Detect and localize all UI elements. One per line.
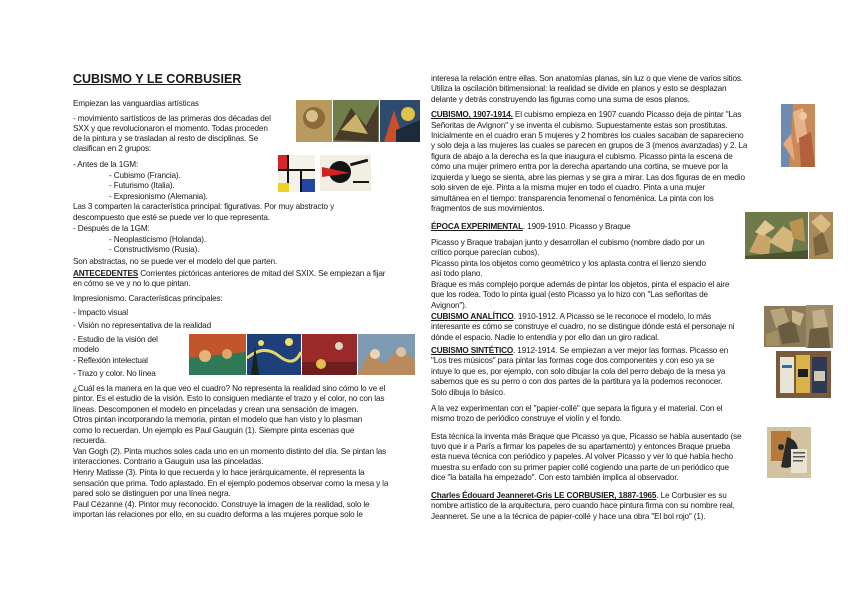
body-line: Henry Matisse (3). Pinta lo que recuerda y lo hace jerárquicamente, él representa la — [73, 468, 365, 477]
sintetico-label: CUBISMO SINTÉTICO — [431, 346, 514, 355]
cubismo-text: El cubismo empieza en 1907 cuando Picasso deja de pintar "Las — [512, 110, 742, 119]
papier-line: mismo trozo de periódico construye el violín y el fondo. — [431, 414, 622, 423]
intro-heading: Empiezan las vanguardias artísticas — [73, 99, 199, 108]
epoca-line: Avignon"). — [431, 301, 467, 310]
cubismo-line: Inicialmente en el cuadro eran 5 mujeres y 2 hombres los cuales sacaban de saparecieno — [431, 131, 744, 140]
cubismo-line: simultánea en el tiempo: transparencia fenomenal o fenoménica. La pinta con los — [431, 194, 714, 203]
intro-line: - movimiento sartísticos de las primeras dos décadas del — [73, 114, 271, 123]
after-item: - Constructivismo (Rusia). — [109, 245, 200, 254]
cubismo-line: Señoritas de Avignon" y se inventa el cubismo. Supuestamente estas son prostitutas. — [431, 121, 728, 130]
braque-houses-image — [745, 212, 808, 259]
page-title: CUBISMO Y LE CORBUSIER — [73, 72, 242, 86]
body-line: líneas. Descomponen el modelo en pinceladas y crean una sensación de imagen. — [73, 405, 359, 414]
body-line: ¿Cuál es la manera en la que veo el cuadro? No representa la realidad sino cómo lo ve el — [73, 384, 386, 393]
sintetico-paragraph — [431, 346, 728, 356]
analitico-text: . 1910-1912. A Picasso se le reconoce el modelo, lo más — [513, 312, 712, 321]
sintetico-text: . 1912-1914. Se empiezan a ver mejor las formas. Picasso en — [513, 346, 729, 355]
epoca-rest: . 1909-1910. Picasso y Braque — [522, 222, 631, 231]
tecnica-line: esta nueva técnica con periódico y papeles. Al volver Picasso y ver lo que había hecho — [431, 452, 734, 461]
cubismo-paragraph — [431, 110, 741, 120]
body-line: Paul Cézanne (4). Pintor muy reconocido. Construye la imagen de la realidad, solo le — [73, 500, 370, 509]
sintetico-line: sabemos que es su perro o con dos partes de la partitura ya la podemos reconocer. — [431, 377, 723, 386]
antecedentes-paragraph — [73, 269, 385, 279]
antecedentes-text: Corrientes pictóricas anteriores de mitad del SXIX. Se empiezan a fijar — [138, 269, 386, 278]
after-label: - Después de la 1GM: — [73, 224, 150, 233]
analytic-cubism-image — [764, 306, 806, 347]
cubismo-line: figura de abajo a la derecha es la que inaugura el cubismo. Picasso pinta la escena de — [431, 152, 733, 161]
impresionismo-heading: Impresionismo. Características principales: — [73, 294, 223, 303]
sintetico-line: Solo dibuja lo básico. — [431, 388, 506, 397]
body-line: recuerda. — [73, 436, 107, 445]
epoca-line: Braque es más complejo porque además de pintar los objetos, pinta el espacio el aire — [431, 280, 730, 289]
impressionist-paintings-image — [189, 334, 415, 375]
papier-line: A la vez experimentan con el "papier-collé" que separa la figura y el material. Con el — [431, 404, 723, 413]
papier-colle-image — [767, 427, 811, 478]
body-line: pared solo se distinguen por una línea negra. — [73, 489, 231, 498]
analitico-label: CUBISMO ANALÍTICO — [431, 312, 514, 321]
before-item: - Expresionismo (Alemania). — [109, 192, 208, 201]
after-summary: Son abstractas, no se puede ver el modelo del que parten. — [73, 257, 278, 266]
after-item: - Neoplasticismo (Holanda). — [109, 235, 206, 244]
tecnica-line: tuvo que ir a París a firmar los papeles de su apartamento) y entonces Braque prueba — [431, 442, 731, 451]
impresionismo-item: modelo — [73, 345, 99, 354]
impresionismo-item: - Visión no representativa de la realidad — [73, 321, 211, 330]
body-line: Otros pintan incorporando la memoria, pintan el modelo que han visto y lo plasman — [73, 415, 363, 424]
vanguard-paintings-image — [296, 100, 420, 142]
cubismo-line: y solo deja a las mujeres las cuales se parecen en grupos de 3 (menos avanzadas) y 2. La — [431, 141, 748, 150]
body-line: sensación que prima. Todo aplastado. En el ejemplo podemos observar como la mesa y la — [73, 479, 389, 488]
intro-line: de la pintura y se trasladan al resto de disciplinas. Se — [73, 134, 259, 143]
intro-line: SXX y que revolucionaron el momento. Todas proceden — [73, 124, 268, 133]
epoca-line: crítico porque parecían cubos). — [431, 248, 540, 257]
constructivism-poster-image — [320, 155, 371, 191]
tecnica-line: dice "la batalla ha empezado". Con esto también implica al observador. — [431, 473, 679, 482]
sintetico-line: intuye lo que es, por ejemplo, con solo dibujar la cola del perro debajo de la mesa ya — [431, 367, 726, 376]
cubismo-line: cómo una mujer primero entra por la derecha apartando una cortina, se mueve por la — [431, 162, 728, 171]
corbusier-label: Charles Édouard Jeanneret-Gris LE CORBUSIER, 1887-1965 — [431, 491, 657, 500]
before-summary: descompuesto que esté se puede ver lo que representa. — [73, 213, 270, 222]
picasso-landscape-image — [809, 212, 833, 259]
corbusier-line: Jeanneret. Se une a la técnica de papier-collé y hace una obra "El bol rojo" (1). — [431, 512, 706, 521]
three-musicians-image — [776, 351, 831, 398]
cubismo-line: fragmentos de sus movimientos. — [431, 204, 545, 213]
corbusier-paragraph — [431, 491, 727, 501]
body-line: como lo recuerdan. Un ejemplo es Paul Gauguin (1). Siempre pinta escenas que — [73, 426, 355, 435]
before-summary: Las 3 comparten la característica principal: figurativas. Por muy abstracto y — [73, 202, 335, 211]
neoplasticism-painting-image — [278, 155, 315, 192]
before-item: - Futurismo (Italia). — [109, 181, 175, 190]
before-item: - Cubismo (Francia). — [109, 171, 181, 180]
body-line: importan las relaciones por ello, en su cuadro deforma a las mujeres porque solo le — [73, 510, 363, 519]
analitico-line: dónde el espacio. Nadie lo entendía y por ello dan un giro radical. — [431, 333, 660, 342]
antecedentes-label: ANTECEDENTES — [73, 269, 139, 278]
impresionismo-item: - Estudio de la visión del — [73, 335, 158, 344]
cubismo-line: izquierda y luego se sienta, abre las piernas y se gira a mirar. Las dos figuras de en medio — [431, 173, 745, 182]
tecnica-line: Esta técnica la inventa más Braque que Picasso ya que, Picasso se había ausentado (se — [431, 432, 742, 441]
body-line: interacciones. Contrario a Gauguin usa las pinceladas. — [73, 457, 264, 466]
tecnica-line: muestra su enfado con su primer papier collé cogiendo una parte de un periódico que — [431, 463, 729, 472]
top-line: Utiliza la oscilación bitimensional: la realidad se divide en planos y esto se desplazan — [431, 84, 727, 93]
epoca-heading — [431, 222, 631, 232]
cubismo-label: CUBISMO, 1907-1914. — [431, 110, 513, 119]
cubismo-line: solo sirven de eje. Pinta a la misma mujer en todo el cuadro. Pinta a una mujer — [431, 183, 705, 192]
epoca-line: Picasso y Braque trabajan junto y desarrollan el cubismo (nombre dado por un — [431, 238, 705, 247]
sintetico-line: "Los tres músicos" para pintar las formas coge dos componentes y con eso ya se — [431, 356, 715, 365]
corbusier-line: nombre artístico de la arquitectura, pero cuando hace pintura firma con su nombre real, — [431, 501, 735, 510]
impresionismo-item: - Impacto visual — [73, 308, 128, 317]
impresionismo-item: - Trazo y color. No línea — [73, 369, 156, 378]
epoca-line: Picasso pinta los objetos como geométrico y los aplasta contra el lienzo siendo — [431, 259, 706, 268]
analitico-line: interesante es cómo se construye el cuadro, no se distingue dónde está el personaje ni — [431, 322, 735, 331]
analytic-portrait-image — [806, 305, 833, 348]
epoca-label: ÉPOCA EXPERIMENTAL — [431, 222, 523, 231]
demoiselles-painting-image — [781, 104, 815, 167]
body-line: pintor. Es el estudio de la visión. Esto lo consiguen mediante el trazo y el color, no con las — [73, 394, 385, 403]
before-label: - Antes de la 1GM: — [73, 160, 139, 169]
analitico-paragraph — [431, 312, 711, 322]
antecedentes-line: en cómo se ve y no lo que pintan. — [73, 279, 191, 288]
body-line: Van Gogh (2). Pinta muchos soles cada uno en un momento distinto del día. Se pintan las — [73, 447, 387, 456]
impresionismo-item: - Reflexión intelectual — [73, 356, 148, 365]
top-line: interesa la relación entre ellas. Son anatomías planas, sin luz o que viene de varios sitios. — [431, 74, 743, 83]
top-line: delante y detrás construyendo las figuras como una suma de esos planos. — [431, 95, 690, 104]
epoca-line: así todo plano. — [431, 269, 483, 278]
corbusier-text: . Le Corbusier es su — [656, 491, 727, 500]
epoca-line: que los rodea. Todo lo pinta igual (esto Picasso ya lo hizo con "Las señoritas de — [431, 290, 708, 299]
intro-line: clasifican en 2 grupos: — [73, 144, 152, 153]
